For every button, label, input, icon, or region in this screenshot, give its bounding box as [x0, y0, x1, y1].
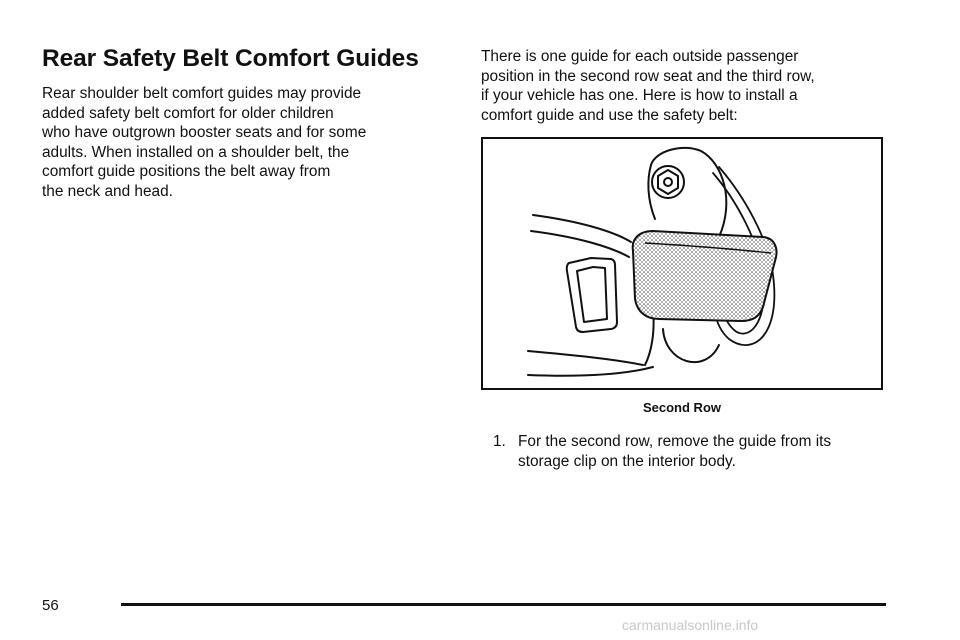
intro-line: who have outgrown booster seats and for some — [42, 124, 367, 141]
figure-frame — [481, 137, 883, 390]
step-line: For the second row, remove the guide from its — [518, 433, 832, 450]
step-number: 1. — [493, 433, 506, 450]
lead-line: comfort guide and use the safety belt: — [481, 106, 738, 124]
footer-rule — [121, 603, 886, 606]
intro-line: adults. When installed on a shoulder belt, the — [42, 143, 350, 161]
intro-line: Rear shoulder belt comfort guides may provide — [42, 85, 362, 102]
comfort-guide-illustration — [483, 139, 881, 388]
section-title: Rear Safety Belt Comfort Guides — [42, 45, 419, 72]
figure-caption: Second Row — [642, 400, 721, 415]
intro-paragraph — [42, 84, 442, 201]
intro-line: comfort guide positions the belt away from — [42, 163, 331, 180]
step-line: storage clip on the interior body. — [518, 452, 736, 470]
page-number: 56 — [42, 597, 59, 614]
watermark-text: carmanualsonline.info — [622, 617, 759, 633]
left-column — [42, 44, 442, 201]
lead-line: position in the second row seat and the third row, — [481, 67, 815, 85]
lead-paragraph — [481, 47, 901, 125]
intro-line: the neck and head. — [42, 182, 173, 200]
right-column — [481, 47, 901, 125]
intro-line: added safety belt comfort for older children — [42, 104, 334, 122]
lead-line: There is one guide for each outside passenger — [481, 48, 799, 65]
step-text — [518, 432, 831, 471]
lead-line: if your vehicle has one. Here is how to install a — [481, 87, 798, 104]
